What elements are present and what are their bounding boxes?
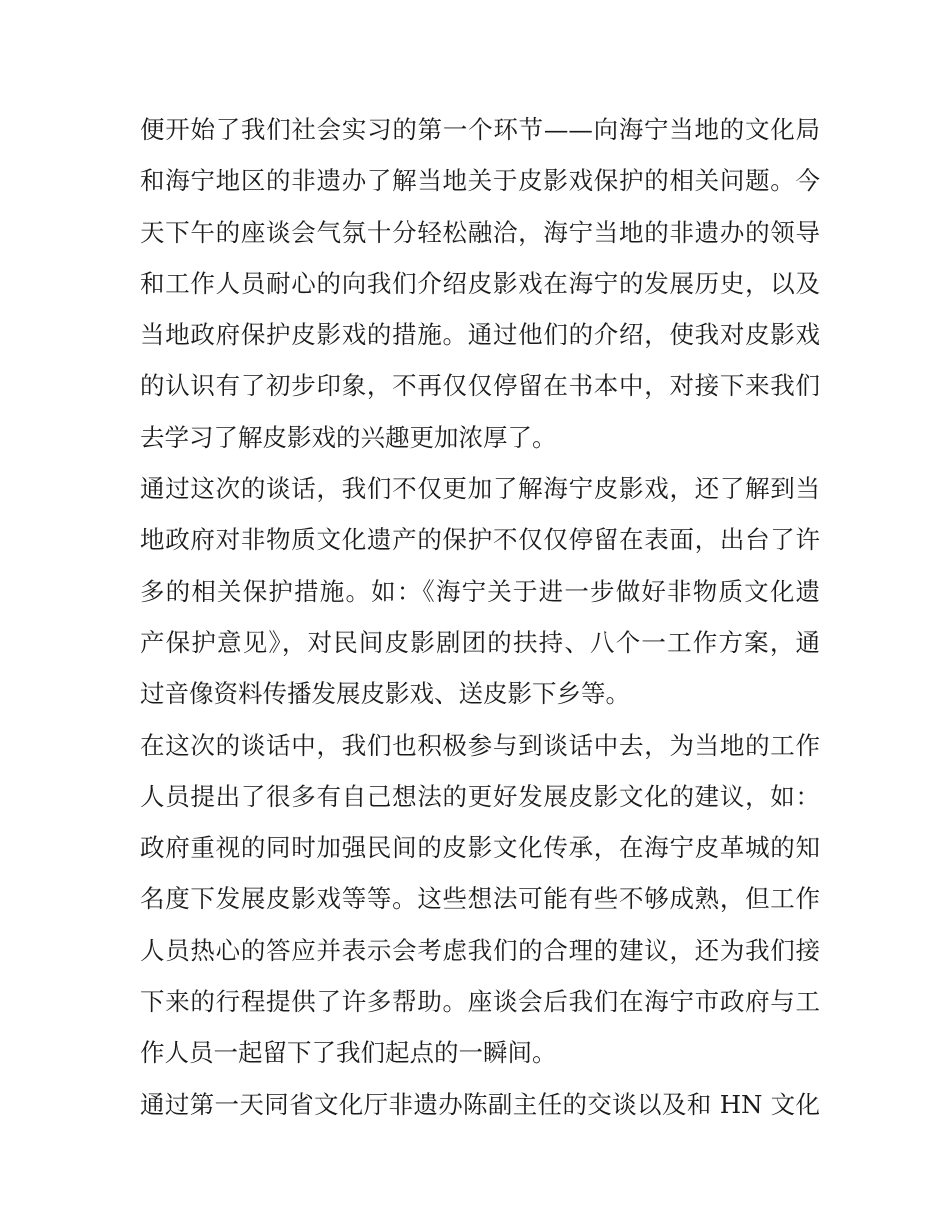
text-line: 地政府对非物质文化遗产的保护不仅仅停留在表面，出台了许 — [140, 525, 820, 555]
text-line: 名度下发展皮影戏等等。这些想法可能有些不够成熟，但工作 — [140, 884, 820, 914]
text-line: 便开始了我们社会实习的第一个环节——向海宁当地的文化局 — [140, 115, 820, 144]
text-line: 过音像资料传播发展皮影戏、送皮影下乡等。 — [140, 679, 630, 709]
body-text — [140, 104, 820, 1130]
text-line: 人员热心的答应并表示会考虑我们的合理的建议，还为我们接 — [140, 935, 820, 965]
text-line: 人员提出了很多有自己想法的更好发展皮影文化的建议，如： — [140, 781, 820, 811]
text-line: 的认识有了初步印象，不再仅仅停留在书本中，对接下来我们 — [140, 371, 820, 401]
text-line: 多的相关保护措施。如：《海宁关于进一步做好非物质文化遗 — [140, 576, 820, 606]
text-line: 和海宁地区的非遗办了解当地关于皮影戏保护的相关问题。今 — [140, 166, 820, 196]
text-line: 下来的行程提供了许多帮助。座谈会后我们在海宁市政府与工 — [140, 987, 820, 1017]
text-line: 和工作人员耐心的向我们介绍皮影戏在海宁的发展历史，以及 — [140, 268, 820, 298]
text-line: 作人员一起留下了我们起点的一瞬间。 — [140, 1038, 557, 1068]
text-line: 产保护意见》，对民间皮影剧团的扶持、八个一工作方案，通 — [140, 627, 820, 657]
text-line: 通过第一天同省文化厅非遗办陈副主任的交谈以及和 HN 文化 — [140, 1089, 820, 1119]
text-line: 当地政府保护皮影戏的措施。通过他们的介绍，使我对皮影戏 — [140, 320, 820, 350]
text-line: 政府重视的同时加强民间的皮影文化传承，在海宁皮革城的知 — [140, 833, 820, 863]
text-line: 通过这次的谈话，我们不仅更加了解海宁皮影戏，还了解到当 — [140, 474, 820, 504]
text-line: 在这次的谈话中，我们也积极参与到谈话中去，为当地的工作 — [140, 730, 820, 760]
text-line: 去学习了解皮影戏的兴趣更加浓厚了。 — [140, 422, 557, 452]
text-line: 天下午的座谈会气氛十分轻松融洽，海宁当地的非遗办的领导 — [140, 217, 820, 247]
